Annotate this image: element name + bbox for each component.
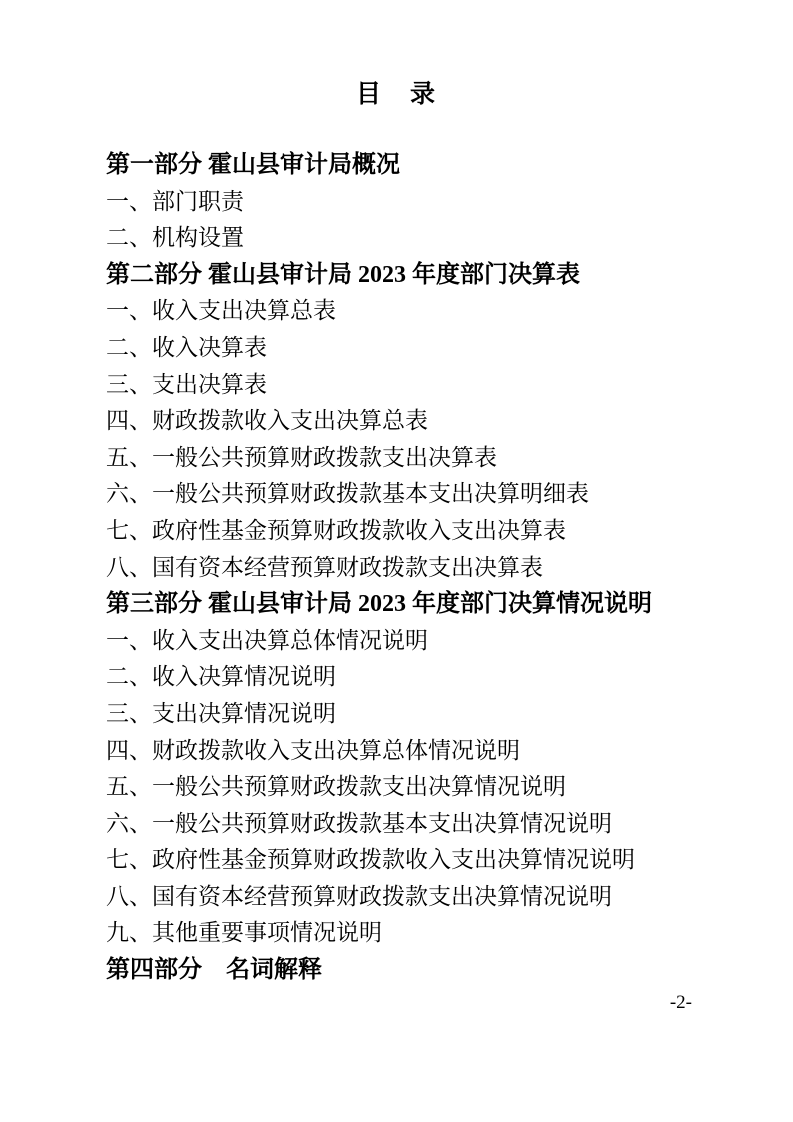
toc-item: 一、收入支出决算总表 — [106, 298, 336, 324]
toc-item: 八、国有资本经营预算财政拨款支出决算表 — [106, 554, 543, 580]
toc-item: 四、财政拨款收入支出决算总表 — [106, 408, 428, 434]
toc-item: 五、一般公共预算财政拨款支出决算表 — [106, 444, 497, 470]
toc-section-heading-4: 第四部分 名词解释 — [106, 957, 322, 984]
toc-item: 七、政府性基金预算财政拨款收入支出决算情况说明 — [106, 847, 635, 873]
toc-item: 八、国有资本经营预算财政拨款支出决算情况说明 — [106, 883, 612, 909]
toc-section-heading-2: 第二部分 霍山县审计局 2023 年度部门决算表 — [106, 261, 580, 288]
toc-item: 一、部门职责 — [106, 188, 244, 214]
toc-item: 九、其他重要事项情况说明 — [106, 920, 382, 946]
toc-item: 六、一般公共预算财政拨款基本支出决算情况说明 — [106, 810, 612, 836]
toc-list — [106, 147, 703, 989]
toc-item: 一、收入支出决算总体情况说明 — [106, 627, 428, 653]
toc-item: 四、财政拨款收入支出决算总体情况说明 — [106, 737, 520, 763]
toc-item: 六、一般公共预算财政拨款基本支出决算明细表 — [106, 481, 589, 507]
toc-item: 二、收入决算情况说明 — [106, 664, 336, 690]
page-number: -2- — [669, 992, 692, 1013]
page-title: 目 录 — [355, 81, 437, 108]
toc-item: 二、收入决算表 — [106, 334, 267, 360]
toc-item: 三、支出决算表 — [106, 371, 267, 397]
toc-item: 五、一般公共预算财政拨款支出决算情况说明 — [106, 774, 566, 800]
toc-item: 七、政府性基金预算财政拨款收入支出决算表 — [106, 517, 566, 543]
toc-section-heading-3: 第三部分 霍山县审计局 2023 年度部门决算情况说明 — [106, 591, 652, 618]
toc-item: 二、机构设置 — [106, 225, 244, 251]
toc-item: 三、支出决算情况说明 — [106, 700, 336, 726]
toc-section-heading-1: 第一部分 霍山县审计局概况 — [106, 152, 400, 178]
